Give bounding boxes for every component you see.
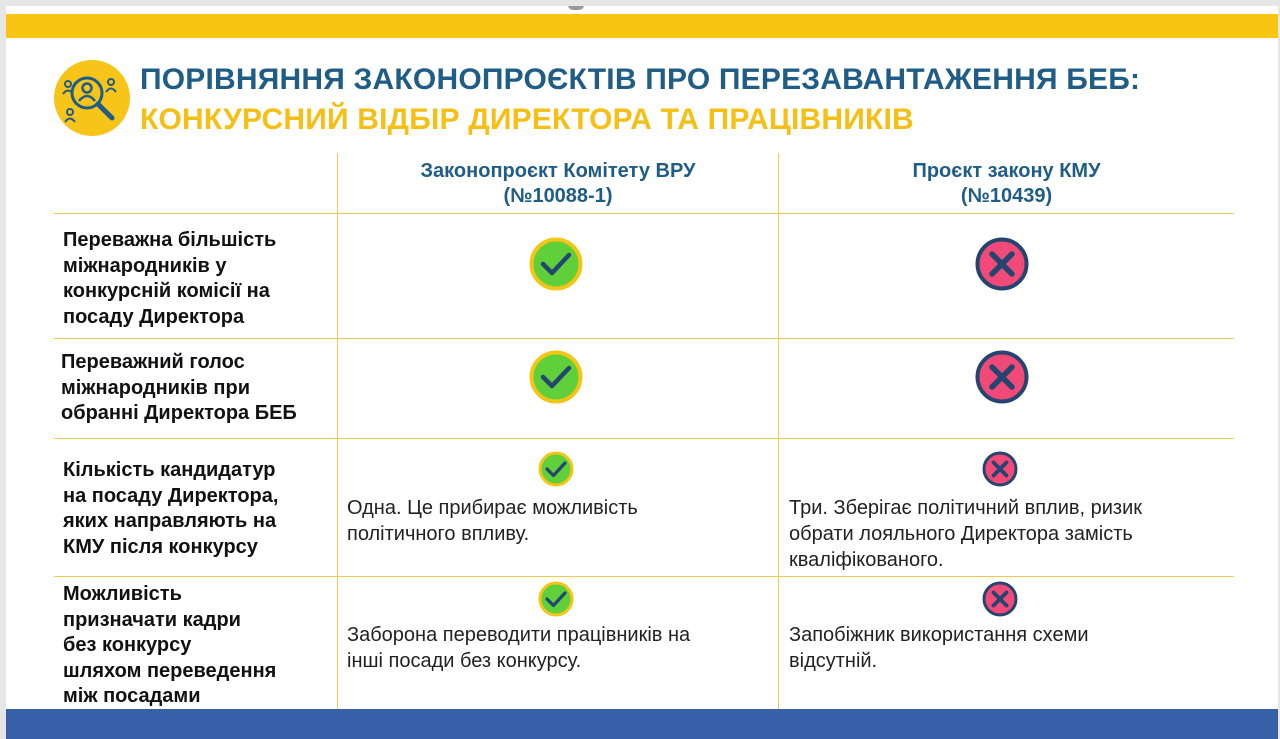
cell-text-line: Одна. Це прибирає можливість <box>347 497 638 519</box>
column-header-line: (№10088-1) <box>503 185 613 207</box>
check-icon <box>529 237 583 291</box>
grid-rule-3 <box>54 438 1234 439</box>
check-icon <box>529 350 583 404</box>
bottom-blue-bar <box>6 709 1278 739</box>
column-header-line: Законопроєкт Комітету ВРУ <box>420 160 696 182</box>
cell-text-cabinet-4 <box>789 622 1089 674</box>
cell-text-line: Запобіжник використання схеми <box>789 624 1089 646</box>
row-label-1 <box>63 228 276 330</box>
slide-title <box>140 60 1260 140</box>
cell-text-cabinet-3 <box>789 495 1142 573</box>
window-handle <box>568 6 584 10</box>
row-label-4 <box>63 582 276 710</box>
cell-text-line: Заборона переводити працівників на <box>347 624 691 646</box>
cross-icon <box>975 237 1029 291</box>
grid-rule-2 <box>54 338 1234 339</box>
cell-text-line: Три. Зберігає політичний вплив, ризик <box>789 497 1142 519</box>
grid-rule-4 <box>54 576 1234 577</box>
check-icon <box>538 581 574 617</box>
grid-divider-1 <box>337 153 338 709</box>
cell-text-committee-3 <box>347 495 638 547</box>
row-label-line: КМУ після конкурсу <box>63 535 258 558</box>
row-label-line: обранні Директора БЕБ <box>61 402 297 424</box>
cell-text-line: кваліфікованого. <box>789 549 944 571</box>
column-header-line: (№10439) <box>960 185 1053 207</box>
row-label-line: без конкурсу <box>63 634 192 656</box>
title-line-2: КОНКУРСНИЙ ВІДБІР ДИРЕКТОРА ТА ПРАЦІВНИКІВ <box>140 103 914 136</box>
column-header-cabinet <box>779 159 1234 209</box>
row-label-3 <box>63 458 278 560</box>
cell-text-line: обрати лояльного Директора замість <box>789 523 1133 545</box>
row-label-line: міжнародників у <box>63 254 227 277</box>
grid-divider-2 <box>778 153 779 709</box>
cross-icon <box>982 581 1018 617</box>
row-label-line: Кількість кандидатур <box>63 459 276 481</box>
title-line-1: ПОРІВНЯННЯ ЗАКОНОПРОЄКТІВ ПРО ПЕРЕЗАВАНТАЖЕННЯ БЕБ: <box>140 63 1141 96</box>
row-label-line: Можливість <box>63 583 182 605</box>
check-icon <box>538 451 574 487</box>
row-label-line: міжнародників при <box>61 376 250 399</box>
slide <box>6 6 1278 739</box>
row-label-line: посаду Директора <box>63 305 245 328</box>
cell-text-committee-4 <box>347 622 690 674</box>
top-yellow-bar <box>6 14 1278 38</box>
row-label-line: на посаду Директора, <box>63 484 279 507</box>
row-label-2 <box>61 350 297 427</box>
column-header-line: Проєкт закону КМУ <box>912 160 1101 182</box>
column-header-committee <box>338 159 778 209</box>
cross-icon <box>975 350 1029 404</box>
row-label-line: яких направляють на <box>63 510 277 532</box>
row-label-line: Переважна більшість <box>63 229 277 251</box>
cross-icon <box>982 451 1018 487</box>
row-label-line: призначати кадри <box>63 608 241 631</box>
row-label-line: шляхом переведення <box>63 659 277 682</box>
cell-text-line: відсутній. <box>789 650 878 672</box>
cell-text-line: політичного впливу. <box>347 523 530 545</box>
cell-text-line: інші посади без конкурсу. <box>347 650 582 672</box>
magnifier-person-icon <box>54 60 130 136</box>
row-label-line: між посадами <box>63 685 201 707</box>
grid-rule-1 <box>54 213 1234 214</box>
row-label-line: Переважний голос <box>61 351 245 373</box>
row-label-line: конкурсній комісії на <box>63 280 270 302</box>
